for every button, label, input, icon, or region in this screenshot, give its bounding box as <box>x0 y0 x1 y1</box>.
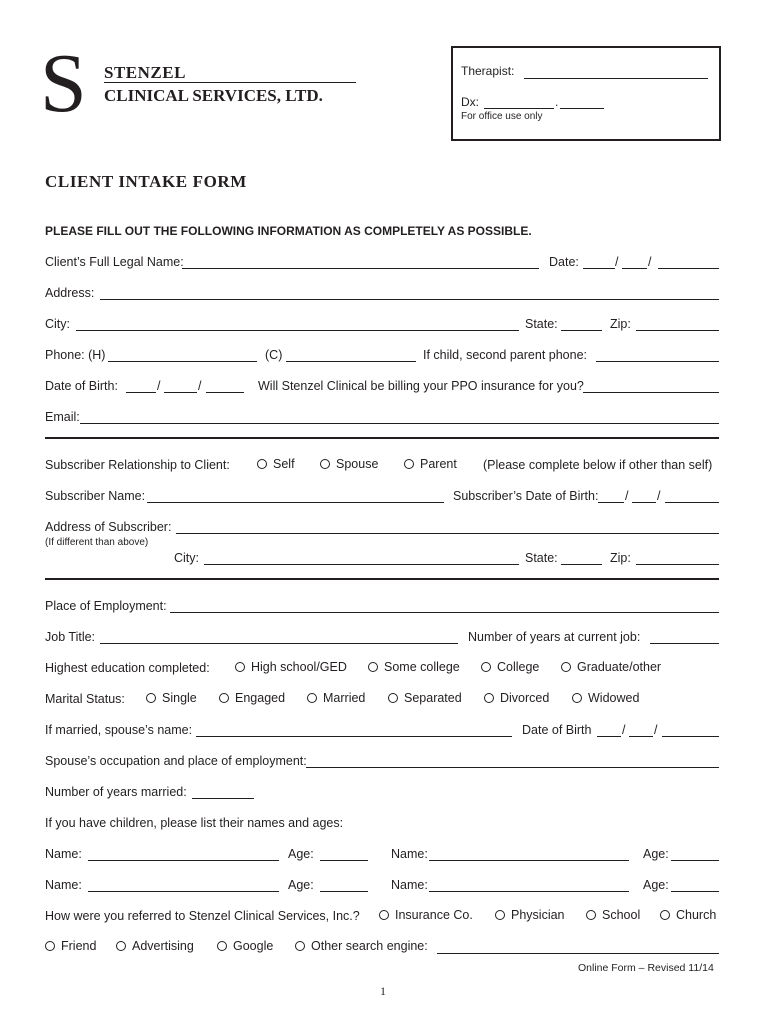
radio-icon <box>495 910 505 920</box>
option-label: School <box>602 908 641 922</box>
other-search-engine-field[interactable] <box>437 953 719 954</box>
option-single[interactable] <box>146 691 197 705</box>
marital-label: Marital Status: <box>45 692 125 706</box>
subscriber-zip-field[interactable] <box>636 564 719 565</box>
subscriber-dob-day-field[interactable] <box>632 502 656 503</box>
option-label: Advertising <box>132 939 194 953</box>
employment-place-field[interactable] <box>170 612 719 613</box>
subscriber-city-label: City: <box>174 551 199 565</box>
subscriber-dob-year-field[interactable] <box>665 502 719 503</box>
subscriber-city-field[interactable] <box>204 564 519 565</box>
child-3-name-field[interactable] <box>88 891 279 892</box>
section-divider-2 <box>45 578 719 580</box>
option-label: College <box>497 660 540 674</box>
dx-field-2[interactable] <box>560 108 604 109</box>
subscriber-dob-slash-2: / <box>657 489 661 503</box>
spouse-dob-year-field[interactable] <box>662 736 719 737</box>
option-label: Other search engine: <box>311 939 428 953</box>
spouse-dob-month-field[interactable] <box>597 736 621 737</box>
child-age-label: Age: <box>643 878 669 892</box>
radio-icon <box>481 662 491 672</box>
spouse-dob-day-field[interactable] <box>629 736 653 737</box>
option-high-school[interactable] <box>235 660 347 674</box>
option-label: Spouse <box>336 457 379 471</box>
radio-icon <box>235 662 245 672</box>
option-label: Parent <box>420 457 457 471</box>
education-label: Highest education completed: <box>45 661 210 675</box>
option-spouse[interactable] <box>320 457 378 471</box>
date-slash-2: / <box>648 255 652 269</box>
logo-underline <box>104 82 356 83</box>
email-label: Email: <box>45 410 80 424</box>
option-self[interactable] <box>257 457 295 471</box>
option-physician[interactable] <box>495 908 565 922</box>
dob-label: Date of Birth: <box>45 379 118 393</box>
second-parent-phone-label: If child, second parent phone: <box>423 348 588 362</box>
option-other-search[interactable] <box>295 939 428 953</box>
phone-home-field[interactable] <box>108 361 257 362</box>
form-title: CLIENT INTAKE FORM <box>45 172 247 191</box>
option-divorced[interactable] <box>484 691 549 705</box>
child-4-age-field[interactable] <box>671 891 719 892</box>
option-some-college[interactable] <box>368 660 460 674</box>
option-friend[interactable] <box>45 939 96 953</box>
spouse-name-field[interactable] <box>196 736 512 737</box>
child-name-label: Name: <box>391 878 428 892</box>
option-label: Self <box>273 457 295 471</box>
phone-cell-field[interactable] <box>286 361 416 362</box>
dx-separator: . <box>555 95 559 109</box>
radio-icon <box>379 910 389 920</box>
city-field[interactable] <box>76 330 519 331</box>
office-note: For office use only <box>461 111 543 122</box>
radio-icon <box>561 662 571 672</box>
subscriber-address-note: (If different than above) <box>45 537 149 548</box>
section-divider-1 <box>45 437 719 439</box>
zip-field[interactable] <box>636 330 719 331</box>
radio-icon <box>307 693 317 703</box>
option-label: Google <box>233 939 274 953</box>
years-married-label: Number of years married: <box>45 785 187 799</box>
referral-question: How were you referred to Stenzel Clinical Services, Inc.? <box>45 909 360 923</box>
option-label: High school/GED <box>251 660 347 674</box>
therapist-field[interactable] <box>524 78 708 79</box>
child-age-label: Age: <box>643 847 669 861</box>
address-field[interactable] <box>100 299 719 300</box>
logo-line1: STENZEL <box>104 63 186 82</box>
option-engaged[interactable] <box>219 691 285 705</box>
option-label: Some college <box>384 660 460 674</box>
subscriber-zip-label: Zip: <box>610 551 631 565</box>
city-label: City: <box>45 317 70 331</box>
option-parent[interactable] <box>404 457 457 471</box>
option-label: Church <box>676 908 717 922</box>
subscriber-dob-slash-1: / <box>625 489 629 503</box>
date-month-field[interactable] <box>583 268 615 269</box>
dob-month-field[interactable] <box>126 392 156 393</box>
subscriber-dob-month-field[interactable] <box>598 502 624 503</box>
spouse-occupation-label: Spouse’s occupation and place of employment: <box>45 754 307 768</box>
date-day-field[interactable] <box>622 268 647 269</box>
ppo-answer-field[interactable] <box>583 392 719 393</box>
option-label: Engaged <box>235 691 286 705</box>
option-widowed[interactable] <box>572 691 639 705</box>
subscriber-name-field[interactable] <box>147 502 444 503</box>
option-church[interactable] <box>660 908 716 922</box>
option-married[interactable] <box>307 691 365 705</box>
option-advertising[interactable] <box>116 939 194 953</box>
radio-icon <box>219 693 229 703</box>
child-name-label: Name: <box>391 847 428 861</box>
job-title-label: Job Title: <box>45 630 96 644</box>
date-year-field[interactable] <box>658 268 719 269</box>
child-1-age-field[interactable] <box>320 860 368 861</box>
option-label: Insurance Co. <box>395 908 473 922</box>
radio-icon <box>660 910 670 920</box>
phone-home-label: Phone: (H) <box>45 348 106 362</box>
job-title-field[interactable] <box>100 643 458 644</box>
radio-icon <box>146 693 156 703</box>
years-current-job-label: Number of years at current job: <box>468 630 641 644</box>
radio-icon <box>586 910 596 920</box>
radio-icon <box>484 693 494 703</box>
date-label: Date: <box>549 255 579 269</box>
radio-icon <box>45 941 55 951</box>
option-graduate[interactable] <box>561 660 661 674</box>
logo-initial: S <box>40 37 87 130</box>
years-current-job-field[interactable] <box>650 643 719 644</box>
full-name-field[interactable] <box>182 268 539 269</box>
instructions: PLEASE FILL OUT THE FOLLOWING INFORMATION AS COMPLETELY AS POSSIBLE. <box>45 224 532 238</box>
subscriber-note: (Please complete below if other than self) <box>483 458 713 472</box>
children-prompt: If you have children, please list their names and ages: <box>45 816 344 830</box>
subscriber-state-field[interactable] <box>561 564 602 565</box>
dob-slash-1: / <box>157 379 161 393</box>
child-age-label: Age: <box>288 847 314 861</box>
second-parent-phone-field[interactable] <box>596 361 719 362</box>
page-number: 1 <box>380 984 386 998</box>
radio-icon <box>217 941 227 951</box>
subscriber-state-label: State: <box>525 551 558 565</box>
radio-icon <box>295 941 305 951</box>
date-slash-1: / <box>615 255 619 269</box>
spouse-name-label: If married, spouse’s name: <box>45 723 193 737</box>
employment-place-label: Place of Employment: <box>45 599 167 613</box>
option-google[interactable] <box>217 939 273 953</box>
therapist-label: Therapist: <box>461 64 515 78</box>
dob-slash-2: / <box>198 379 202 393</box>
option-separated[interactable] <box>388 691 462 705</box>
child-1-name-field[interactable] <box>88 860 279 861</box>
option-label: Divorced <box>500 691 550 705</box>
child-age-label: Age: <box>288 878 314 892</box>
office-use-box <box>451 46 721 141</box>
address-label: Address: <box>45 286 95 300</box>
option-label: Single <box>162 691 197 705</box>
child-3-age-field[interactable] <box>320 891 368 892</box>
child-2-name-field[interactable] <box>429 860 629 861</box>
radio-icon <box>257 459 267 469</box>
dx-label: Dx: <box>461 95 479 109</box>
subscriber-address-field[interactable] <box>176 533 719 534</box>
spouse-dob-slash-1: / <box>622 723 626 737</box>
child-name-label: Name: <box>45 878 82 892</box>
option-label: Separated <box>404 691 462 705</box>
option-school[interactable] <box>586 908 640 922</box>
logo-line2: CLINICAL SERVICES, LTD. <box>104 86 323 105</box>
dob-day-field[interactable] <box>164 392 197 393</box>
zip-label: Zip: <box>610 317 631 331</box>
spouse-dob-slash-2: / <box>654 723 658 737</box>
radio-icon <box>388 693 398 703</box>
phone-cell-label: (C) <box>265 348 283 362</box>
radio-icon <box>320 459 330 469</box>
child-name-label: Name: <box>45 847 82 861</box>
subscriber-name-label: Subscriber Name: <box>45 489 146 503</box>
child-2-age-field[interactable] <box>671 860 719 861</box>
ppo-question: Will Stenzel Clinical be billing your PPO insurance for you? <box>258 379 584 393</box>
radio-icon <box>368 662 378 672</box>
years-married-field[interactable] <box>192 798 254 799</box>
subscriber-dob-label: Subscriber’s Date of Birth: <box>453 489 599 503</box>
radio-icon <box>572 693 582 703</box>
spouse-occupation-field[interactable] <box>306 767 719 768</box>
option-label: Graduate/other <box>577 660 662 674</box>
subscriber-address-label: Address of Subscriber: <box>45 520 172 534</box>
spouse-dob-label: Date of Birth <box>522 723 592 737</box>
option-label: Physician <box>511 908 565 922</box>
child-4-name-field[interactable] <box>429 891 629 892</box>
revision-note: Online Form – Revised 11/14 <box>578 962 714 974</box>
dx-field-1[interactable] <box>484 108 554 109</box>
option-label: Married <box>323 691 366 705</box>
email-field[interactable] <box>80 423 719 424</box>
option-insurance[interactable] <box>379 908 473 922</box>
radio-icon <box>404 459 414 469</box>
radio-icon <box>116 941 126 951</box>
state-field[interactable] <box>561 330 602 331</box>
state-label: State: <box>525 317 558 331</box>
option-label: Friend <box>61 939 97 953</box>
option-college[interactable] <box>481 660 539 674</box>
subscriber-relationship-label: Subscriber Relationship to Client: <box>45 458 230 472</box>
dob-year-field[interactable] <box>206 392 244 393</box>
option-label: Widowed <box>588 691 640 705</box>
full-name-label: Client’s Full Legal Name: <box>45 255 184 269</box>
